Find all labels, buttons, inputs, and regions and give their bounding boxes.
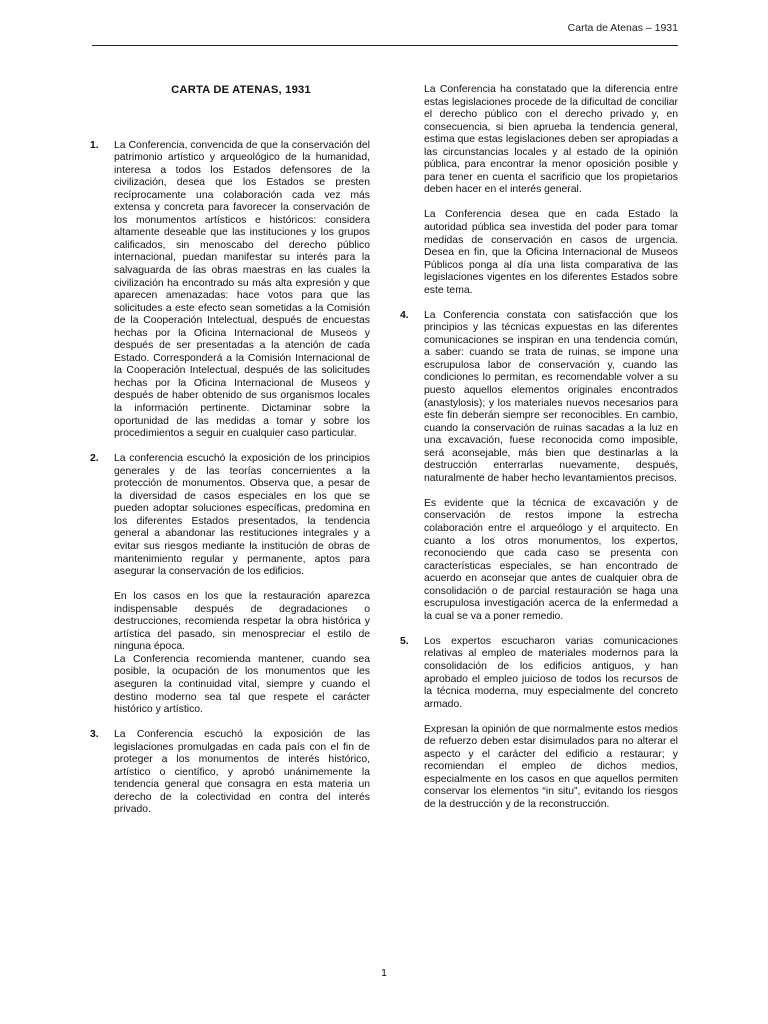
section-3-continued [398,84,678,297]
section-number: 3. [90,729,99,741]
paragraph: En los casos en los que la restauración aparezca indispensable después de degradaciones o destrucciones, recomienda respetar la obra histórica y artística del pasado, sin menospreciar el estilo de ninguna época. [114,591,370,653]
paragraph: La Conferencia recomienda mantener, cuando sea posible, la ocupación de los monumentos que les aseguren la continuidad vital, siempre y cuando el destino moderno sea tal que respete el carácter histórico y artístico. [114,653,370,716]
page-number: 1 [381,967,387,979]
paragraph: La conferencia escuchó la exposición de los principios generales y de las teorías concernientes a la protección de monumentos. Observa que, a pesar de la diversidad de casos especiales en los que se pueden adoptar soluciones específicas, predomina en los diferentes Estados presentados, la tendencia general a abandonar las restituciones integrales y a evitar sus riesgos mediante la institución de obras de mantenimiento regular y permanente, aptos para asegurar la conservación de los edificios. [114,453,370,578]
paragraph: La Conferencia, convencida de que la conservación del patrimonio artístico y arqueológico de la humanidad, interesa a todos los Estados defensores de la civilización, desea que los Estados se presten recíprocamente una colaboración cada vez más extensa y concreta para favorecer la conservación de los monumentos artísticos e históricos: considera altamente deseable que las instituciones y los grupos calificados, sin menoscabo del derecho público internacional, puedan manifestar su interés para la salvaguarda de las obras maestras en las cuales la civilización ha encontrado su más alta expresión y que aparecen amenazadas: hace votos para que las solicitudes a este efecto sean sometidas a la Comisión de la Cooperación Intelectual, después de encuestas hechas por la Oficina Internacional de Museos y después de ser presentadas a la atención de cada Estado. Corresponderá a la Comisión Internacional de la Cooperación Intelectual, después de las solicitudes hechas por la Oficina Internacional de Museos y después de haber obtenido de sus organismos locales la información pertinente. Dictaminar sobre la oportunidad de las medidas a tomar y sobre los procedimientos a seguir en cualquier caso particular. [114,139,370,440]
section-3 [88,729,370,817]
section-4 [398,310,678,624]
paragraph: La Conferencia constata con satisfacción que los principios y las técnicas expuestas en las diferentes comunicaciones se inspiran en una tendencia común, a saber: cuando se trata de ruinas, se impone una escrupulosa labor de conservación y, cuando las condiciones lo permitan, es recomendable volver a su puesto aquellos elementos originales encontrados (anastylosis); y los materiales nuevos necesarios para este fin deberán siempre ser reconocibles. En cambio, cuando la conservación de ruinas sacadas a la luz en una excavación, fuese reconocida como imposible, será aconsejable, más bien que destinarlas a la destrucción enterrarlas nuevamente, después, naturalmente de haber hecho levantamientos precisos. [424,309,678,484]
paragraph: Expresan la opinión de que normalmente estos medios de refuerzo deben estar disimulados para no alterar el aspecto y el carácter del edificio a restaurar; y recomiendan el empleo de dichos medios, especialmente en los casos en que aquellos permiten conservar los elementos “in situ”, evitando los riesgos de la destrucción y de la reconstrucción. [424,723,678,810]
paragraph: La Conferencia desea que en cada Estado la autoridad pública sea investida del poder para tomar medidas de conservación en casos de urgencia. Desea en fin, que la Oficina Internacional de Museos Públicos ponga al día una lista comparativa de las legislaciones vigentes en los diferentes Estados sobre este tema. [424,209,678,296]
right-column [398,84,678,811]
paragraph: Es evidente que la técnica de excavación y de conservación de restos impone la estrecha colaboración entre el arqueólogo y el arquitecto. En cuanto a los otros monumentos, los expertos, reconociendo que cada caso se presenta con características especiales, se han encontrado de acuerdo en aconsejar que antes de cualquier obra de consolidación o de parcial restauración se haga una escrupulosa investigación acerca de la enfermedad a la cual se va a poner remedio. [424,497,678,622]
section-2 [88,453,370,716]
paragraph: Los expertos escucharon varias comunicaciones relativas al empleo de materiales modernos para la consolidación de los edificios antiguos, y han aprobado el empleo juicioso de todos los recursos de la técnica moderna, muy especialmente del concreto armado. [424,635,678,710]
paragraph: La Conferencia escuchó la exposición de las legislaciones promulgadas en cada país con el fin de proteger a los monumentos de interés histórico, artístico o científico, y aprobó unánimemente la tendencia general que consagra en esta materia un derecho de la colectividad en contra del interés privado. [114,729,370,816]
section-number: 1. [90,139,99,151]
section-number: 4. [400,309,409,321]
document-title: CARTA DE ATENAS, 1931 [171,84,311,96]
left-column [88,84,370,817]
section-number: 2. [90,453,99,465]
section-5 [398,636,678,812]
paragraph: La Conferencia ha constatado que la diferencia entre estas legislaciones procede de la dificultad de conciliar el derecho público con el derecho privado y, en consecuencia, si bien aprueba la tendencia general, estima que estas legislaciones deben ser apropiadas a las circunstancias locales y al estado de la opinión pública, para encontrar la menor oposición posible y para tener en cuenta el sacrificio que los propietarios deben hacer en el interés general. [424,84,678,196]
section-1 [88,140,370,441]
header-rule [92,45,678,46]
section-number: 5. [400,635,409,647]
running-header: Carta de Atenas – 1931 [567,22,678,34]
